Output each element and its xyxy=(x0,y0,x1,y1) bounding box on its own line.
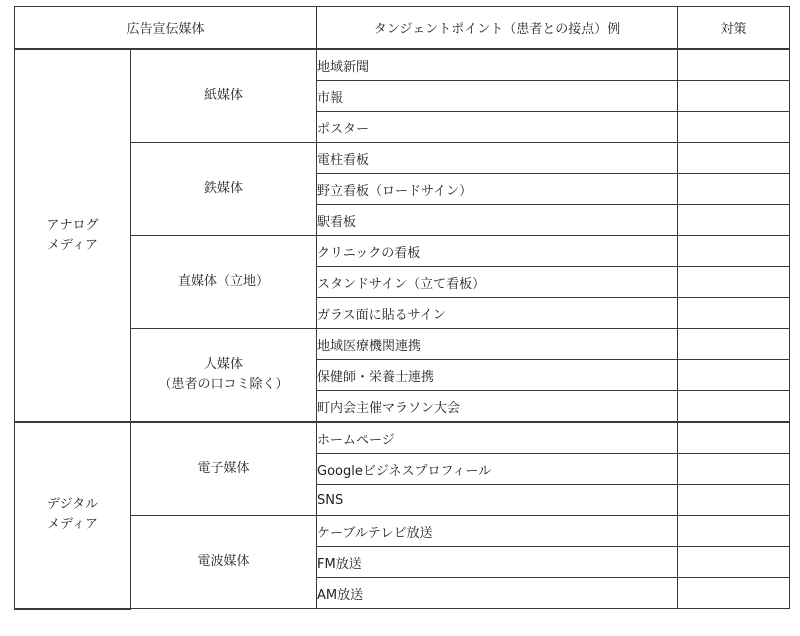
example-cell: 駅看板 xyxy=(317,205,678,236)
table-row xyxy=(15,422,790,454)
sub-media-direct xyxy=(131,236,317,329)
sub-media-label: 鉄媒体 xyxy=(204,181,244,196)
table-row xyxy=(15,516,790,547)
countermeasure-cell[interactable] xyxy=(678,81,790,112)
example-cell: ケーブルテレビ放送 xyxy=(317,516,678,547)
tangent-point-table xyxy=(14,6,790,610)
media-category-analog xyxy=(15,49,131,422)
countermeasure-cell[interactable] xyxy=(678,298,790,329)
countermeasure-cell[interactable] xyxy=(678,174,790,205)
example-cell: AM放送 xyxy=(317,578,678,609)
sub-media-paper xyxy=(131,49,317,143)
media-category-line: デジタル xyxy=(46,497,99,513)
countermeasure-cell[interactable] xyxy=(678,391,790,423)
sub-media-label: 電子媒体 xyxy=(197,461,250,476)
table-row xyxy=(15,236,790,267)
example-cell: ホームページ xyxy=(317,422,678,454)
header-tangent-point: タンジェントポイント（患者との接点）例 xyxy=(317,7,678,50)
table-row xyxy=(15,49,790,81)
countermeasure-cell[interactable] xyxy=(678,112,790,143)
countermeasure-cell[interactable] xyxy=(678,485,790,516)
header-media: 広告宣伝媒体 xyxy=(15,7,317,50)
countermeasure-cell[interactable] xyxy=(678,236,790,267)
example-cell: 市報 xyxy=(317,81,678,112)
countermeasure-cell[interactable] xyxy=(678,547,790,578)
example-cell: スタンドサイン（立て看板） xyxy=(317,267,678,298)
countermeasure-cell[interactable] xyxy=(678,205,790,236)
sub-media-label: 直媒体（立地） xyxy=(178,274,270,289)
example-cell: Googleビジネスプロフィール xyxy=(317,454,678,485)
example-cell: 野立看板（ロードサイン） xyxy=(317,174,678,205)
example-cell: 地域新聞 xyxy=(317,49,678,81)
countermeasure-cell[interactable] xyxy=(678,49,790,81)
countermeasure-cell[interactable] xyxy=(678,578,790,609)
example-cell: 地域医療機関連携 xyxy=(317,329,678,360)
sub-media-label-note: （患者の口コミ除く） xyxy=(158,377,289,392)
example-cell: SNS xyxy=(317,485,678,516)
countermeasure-cell[interactable] xyxy=(678,422,790,454)
example-cell: 町内会主催マラソン大会 xyxy=(317,391,678,423)
countermeasure-cell[interactable] xyxy=(678,454,790,485)
media-category-digital xyxy=(15,422,131,609)
sub-media-electronic xyxy=(131,422,317,516)
media-category-line: メディア xyxy=(47,237,98,253)
media-category-line: メディア xyxy=(47,517,98,533)
sub-media-human xyxy=(131,329,317,423)
header-row xyxy=(15,7,790,50)
sub-media-label: 紙媒体 xyxy=(204,88,244,103)
header-countermeasure: 対策 xyxy=(678,7,790,50)
example-cell: 電柱看板 xyxy=(317,143,678,174)
table-row xyxy=(15,143,790,174)
media-category-line: アナログ xyxy=(46,217,99,233)
countermeasure-cell[interactable] xyxy=(678,516,790,547)
example-cell: 保健師・栄養士連携 xyxy=(317,360,678,391)
countermeasure-cell[interactable] xyxy=(678,329,790,360)
sub-media-label: 電波媒体 xyxy=(197,554,250,569)
countermeasure-cell[interactable] xyxy=(678,143,790,174)
sub-media-iron xyxy=(131,143,317,236)
countermeasure-cell[interactable] xyxy=(678,360,790,391)
table-row xyxy=(15,329,790,360)
sub-media-label: 人媒体 xyxy=(204,357,244,372)
example-cell: クリニックの看板 xyxy=(317,236,678,267)
countermeasure-cell[interactable] xyxy=(678,267,790,298)
example-cell: ポスター xyxy=(317,112,678,143)
example-cell: ガラス面に貼るサイン xyxy=(317,298,678,329)
example-cell: FM放送 xyxy=(317,547,678,578)
sub-media-radio-wave xyxy=(131,516,317,609)
